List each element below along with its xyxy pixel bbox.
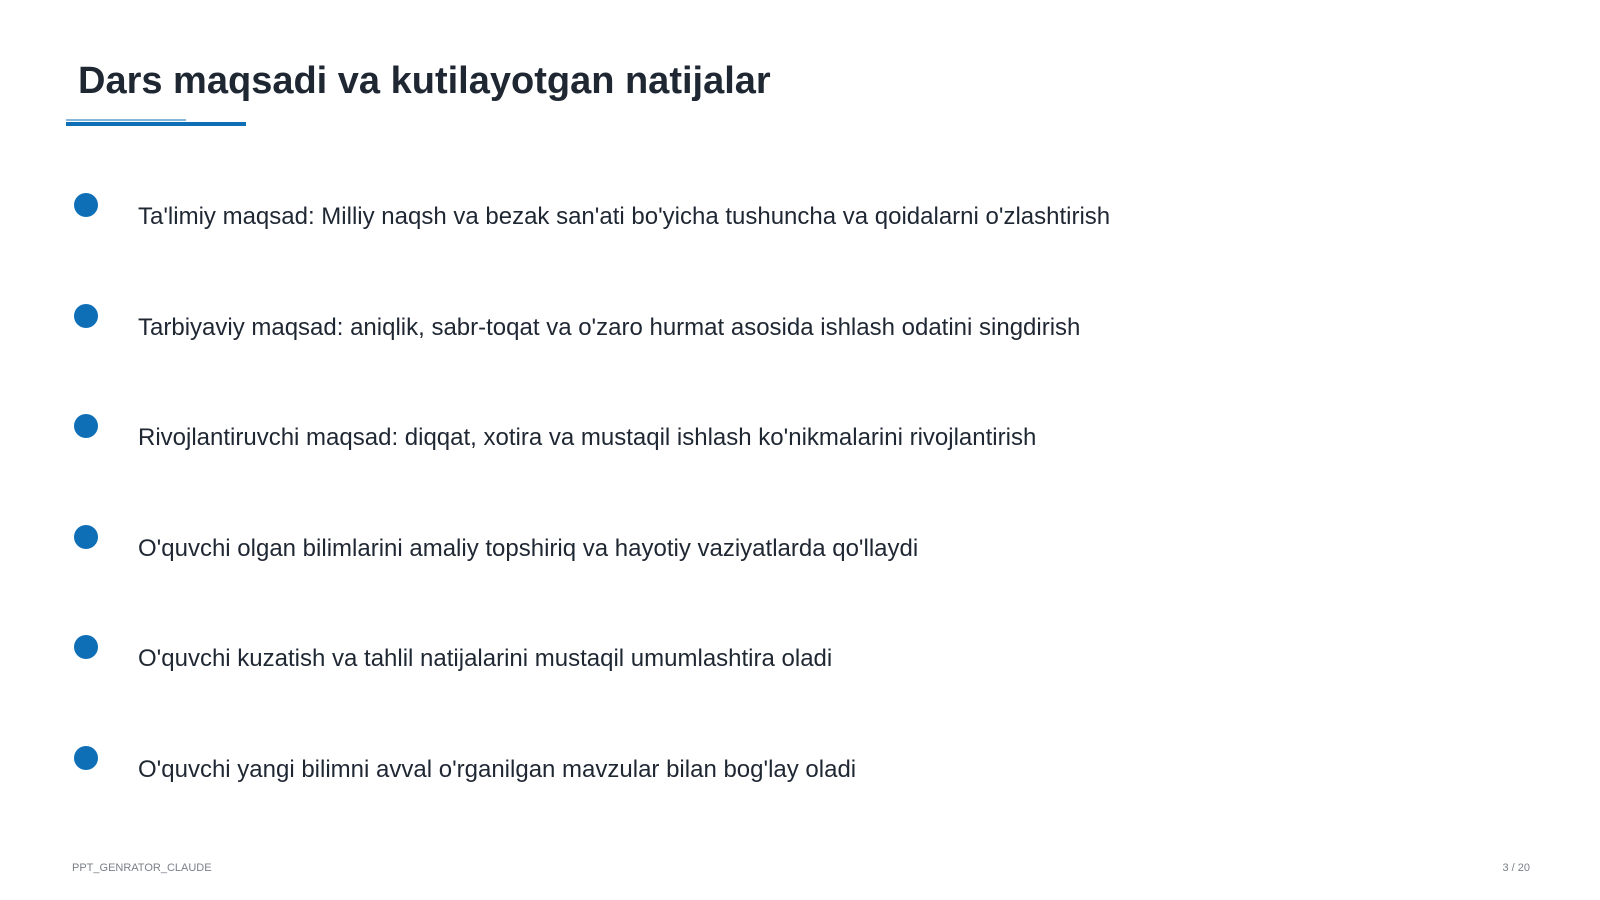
bullet-text: Tarbiyaviy maqsad: aniqlik, sabr-toqat va o'zaro hurmat asosida ishlash odatini singdirish bbox=[138, 314, 1081, 341]
bullet-item bbox=[0, 635, 1400, 695]
bullet-text: Rivojlantiruvchi maqsad: diqqat, xotira va mustaqil ishlash ko'nikmalarini rivojlantirish bbox=[138, 424, 1037, 451]
circle-bullet-icon bbox=[74, 746, 98, 770]
bullet-text: O'quvchi kuzatish va tahlil natijalarini mustaqil umumlashtira oladi bbox=[138, 645, 833, 672]
circle-bullet-icon bbox=[74, 304, 98, 328]
circle-bullet-icon bbox=[74, 414, 98, 438]
page-indicator: 3 / 20 bbox=[1502, 862, 1530, 874]
bullet-item bbox=[0, 304, 1400, 364]
bullet-text: O'quvchi olgan bilimlarini amaliy topshiriq va hayotiy vaziyatlarda qo'llaydi bbox=[138, 535, 919, 562]
bullet-item bbox=[0, 525, 1400, 585]
bullet-item bbox=[0, 193, 1400, 253]
bullet-item bbox=[0, 746, 1400, 806]
circle-bullet-icon bbox=[74, 525, 98, 549]
bullet-item bbox=[0, 414, 1400, 474]
slide-title: Dars maqsadi va kutilayotgan natijalar bbox=[78, 60, 771, 102]
bullet-text: O'quvchi yangi bilimni avval o'rganilgan mavzular bilan bog'lay oladi bbox=[138, 756, 857, 783]
circle-bullet-icon bbox=[74, 635, 98, 659]
bullet-text: Ta'limiy maqsad: Milliy naqsh va bezak san'ati bo'yicha tushuncha va qoidalarni o'zlashtirish bbox=[138, 203, 1111, 230]
footer-generator-label: PPT_GENRATOR_CLAUDE bbox=[72, 862, 212, 874]
circle-bullet-icon bbox=[74, 193, 98, 217]
